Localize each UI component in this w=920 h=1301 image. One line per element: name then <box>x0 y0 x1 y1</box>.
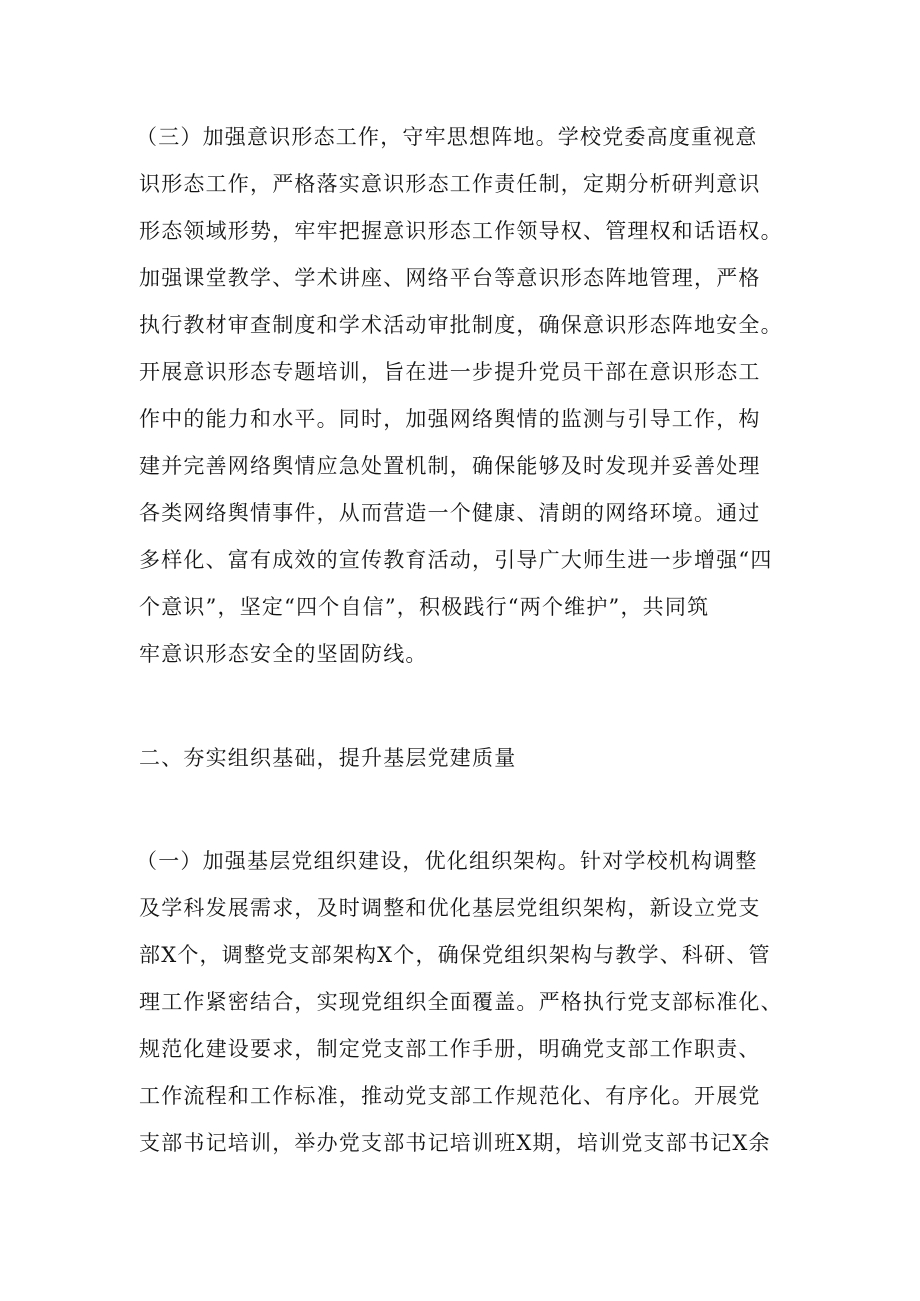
paragraph-2-line-5: 规范化建设要求，制定党支部工作手册，明确党支部工作职责、 <box>139 1037 761 1061</box>
paragraph-1-line-1: （三）加强意识形态工作，守牢思想阵地。学校党委高度重视意 <box>136 125 758 149</box>
paragraph-2-line-3: 部X个，调整党支部架构X个，确保党组织架构与教学、科研、管 <box>139 943 771 967</box>
paragraph-2-line-2: 及学科发展需求，及时调整和优化基层党组织架构，新设立党支 <box>139 896 761 920</box>
paragraph-1-line-10: 多样化、富有成效的宣传教育活动，引导广大师生进一步增强“四 <box>139 548 773 572</box>
paragraph-2-line-4: 理工作紧密结合，实现党组织全面覆盖。严格执行党支部标准化、 <box>139 990 783 1014</box>
paragraph-1-line-2: 识形态工作，严格落实意识形态工作责任制，定期分析研判意识 <box>139 172 761 196</box>
paragraph-1-line-8: 建并完善网络舆情应急处置机制，确保能够及时发现并妥善处理 <box>139 454 761 478</box>
paragraph-1-line-3: 形态领域形势，牢牢把握意识形态工作领导权、管理权和话语权。 <box>139 219 783 243</box>
paragraph-1-line-9: 各类网络舆情事件，从而营造一个健康、清朗的网络环境。通过 <box>139 501 761 525</box>
section-heading: 二、夯实组织基础，提升基层党建质量 <box>139 746 517 770</box>
paragraph-2-line-7: 支部书记培训，举办党支部书记培训班X期，培训党支部书记X余 <box>139 1131 771 1155</box>
paragraph-2-line-1: （一）加强基层党组织建设，优化组织架构。针对学校机构调整 <box>136 849 758 873</box>
paragraph-1-line-5: 执行教材审查制度和学术活动审批制度，确保意识形态阵地安全。 <box>139 313 783 337</box>
paragraph-1-line-4: 加强课堂教学、学术讲座、网络平台等意识形态阵地管理，严格 <box>139 266 761 290</box>
paragraph-1-line-12: 牢意识形态安全的坚固防线。 <box>139 642 428 666</box>
paragraph-1-line-7: 作中的能力和水平。同时，加强网络舆情的监测与引导工作，构 <box>139 407 761 431</box>
paragraph-1-line-6: 开展意识形态专题培训，旨在进一步提升党员干部在意识形态工 <box>139 360 761 384</box>
paragraph-1-line-11: 个意识”，坚定“四个自信”，积极践行“两个维护”，共同筑 <box>139 595 710 619</box>
paragraph-2-line-6: 工作流程和工作标准，推动党支部工作规范化、有序化。开展党 <box>139 1084 761 1108</box>
